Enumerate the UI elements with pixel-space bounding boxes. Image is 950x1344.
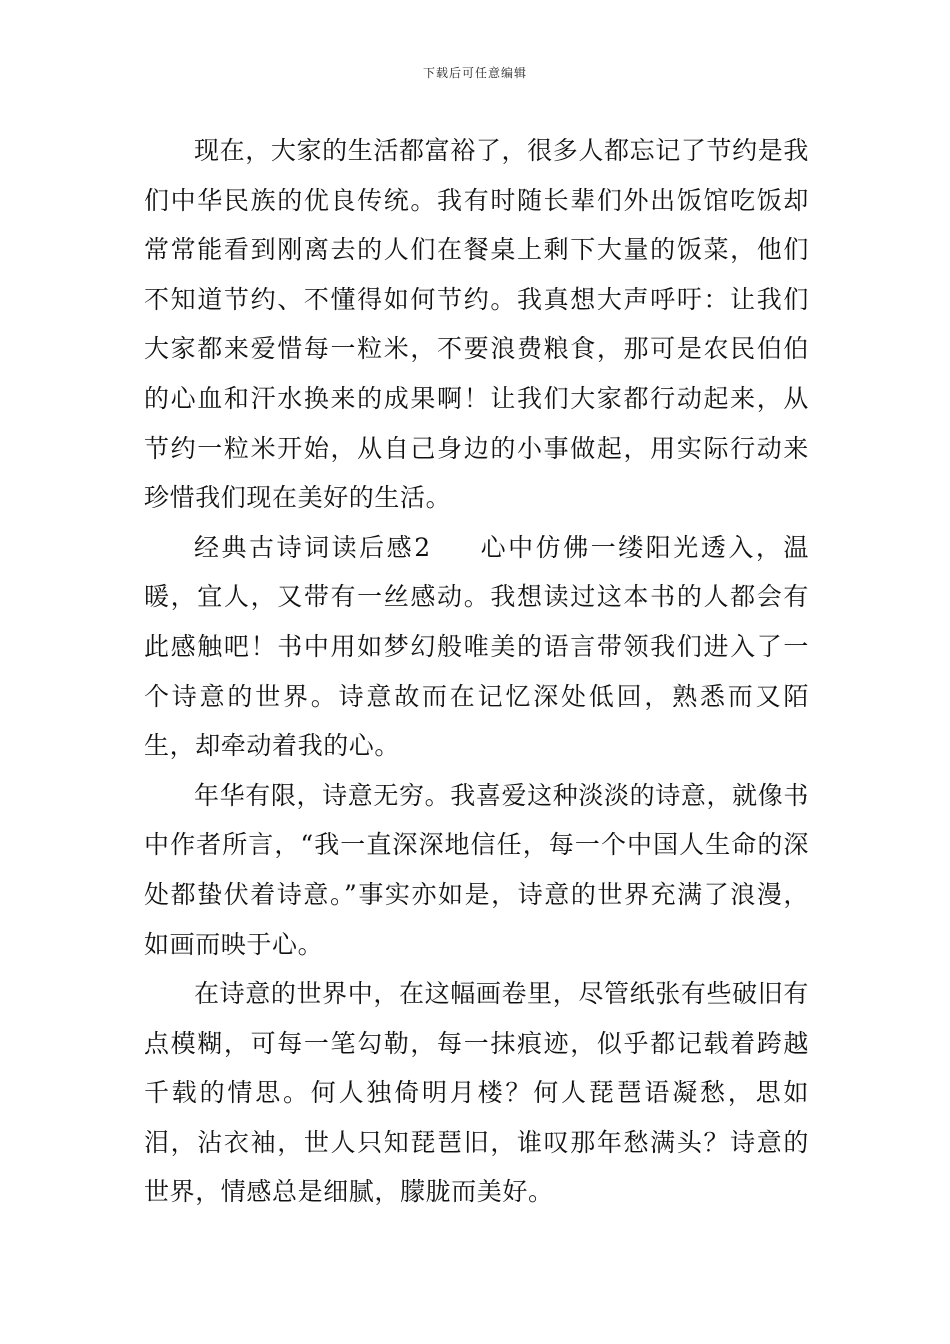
paragraph-text: 心中仿佛一缕阳光透入，温暖，宜人，又带有一丝感动。我想读过这本书的人都会有此感触吧！书中用如梦幻般唯美的语言带领我们进入了一个诗意的世界。诗意故而在记忆深处低回，熟悉而又陌生，却牵动着我的心。 xyxy=(144,532,809,761)
paragraph-poetic-world: 在诗意的世界中，在这幅画卷里，尽管纸张有些破旧有点模糊，可每一笔勾勒，每一抹痕迹，似乎都记载着跨越千载的情思。何人独倚明月楼？何人琵琶语凝愁，思如泪，沾衣袖，世人只知琵琶旧，谁叹那年愁满头？诗意的世界，情感总是细腻，朦胧而美好。 xyxy=(144,979,809,1207)
section-heading: 经典古诗词读后感2 xyxy=(194,532,431,562)
paragraph-reading-reflection xyxy=(144,523,809,771)
paragraph-poetic-feeling: 年华有限，诗意无穷。我喜爱这种淡淡的诗意，就像书中作者所言，“我一直深深地信任，每一个中国人生命的深处都蛰伏着诗意。”事实亦如是，诗意的世界充满了浪漫，如画而映于心。 xyxy=(144,780,809,959)
paragraph-saving-food: 现在，大家的生活都富裕了，很多人都忘记了节约是我们中华民族的优良传统。我有时随长辈们外出饭馆吃饭却常常能看到刚离去的人们在餐桌上剩下大量的饭菜，他们不知道节约、不懂得如何节约。我真想大声呼吁：让我们大家都来爱惜每一粒米，不要浪费粮食，那可是农民伯伯的心血和汗水换来的成果啊！让我们大家都行动起来，从节约一粒米开始，从自己身边的小事做起，用实际行动来珍惜我们现在美好的生活。 xyxy=(144,136,809,513)
page-header: 下载后可任意编辑 xyxy=(422,66,527,80)
document-body xyxy=(144,126,809,1217)
